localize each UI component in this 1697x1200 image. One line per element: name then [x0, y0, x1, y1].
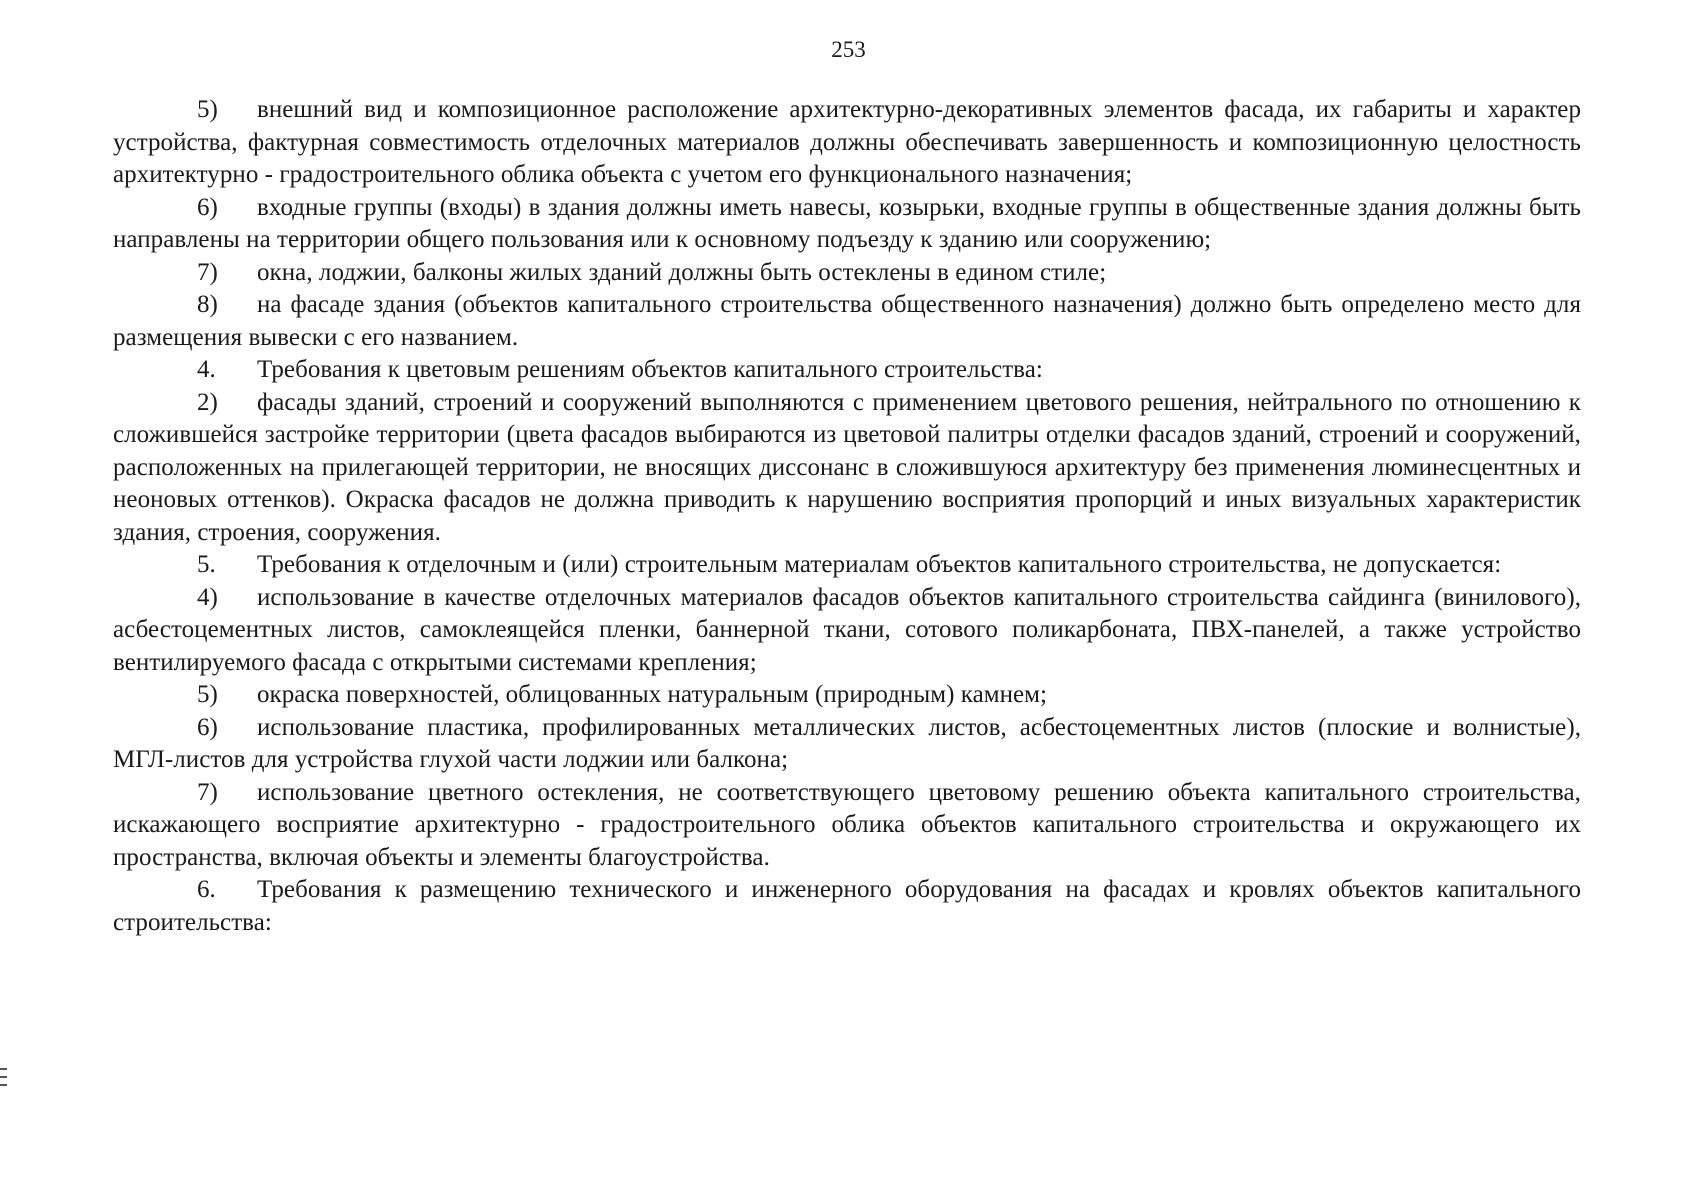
document-body — [113, 94, 1581, 939]
section-number: 5. — [197, 551, 216, 578]
paragraph-text: фасады зданий, строений и сооружений выполняются с применением цветового решения, нейтрального по отношению к сложившейся застройке территории (цвета фасадов выбираются из цветовой палитры отделки фасадов зданий, строений и сооружений, расположенных на прилегающей территории, не вносящих диссонанс в сложившуюся архитектуру без применения люминесцентных и неоновых оттенков). Окраска фасадов не должна приводить к нарушению восприятия пропорций и иных визуальных характеристик здания, строения, сооружения. — [113, 388, 1581, 546]
page-number: 253 — [831, 37, 866, 62]
paragraph-text: входные группы (входы) в здания должны иметь навесы, козырьки, входные группы в общественные здания должны быть направлены на территории общего пользования или к основному подъезду к зданию или сооружению; — [113, 193, 1581, 253]
section-heading — [113, 549, 1581, 582]
paragraph-text: использование в качестве отделочных материалов фасадов объектов капитального строительства сайдинга (винилового), асбестоцементных листов, самоклеящейся пленки, баннерной ткани, сотового поликарбоната, ПВХ-панелей, а также устройство вентилируемого фасада с открытыми системами крепления; — [113, 583, 1581, 676]
scan-mark — [0, 1068, 7, 1070]
paragraph — [113, 679, 1581, 712]
paragraph — [113, 192, 1581, 257]
paragraph-text: внешний вид и композиционное расположение архитектурно-декоративных элементов фасада, их габариты и характер устройства, фактурная совместимость отделочных материалов должны обеспечивать завершенность и композиционную целостность архитектурно - градостроительного облика объекта с учетом его функционального назначения; — [113, 96, 1581, 188]
section-heading-text: Требования к цветовым решениям объектов капитального строительства: — [257, 356, 1043, 383]
paragraph-text: окраска поверхностей, облицованных натуральным (природным) камнем; — [257, 681, 1048, 708]
item-number: 6) — [197, 193, 218, 221]
paragraph — [113, 94, 1581, 192]
item-number: 2) — [197, 388, 218, 416]
section-heading-text: Требования к отделочным и (или) строительным материалам объектов капитального строительства, не допускается: — [257, 551, 1502, 578]
item-number: 4) — [197, 583, 218, 611]
section-heading — [113, 874, 1581, 939]
item-number: 5) — [197, 96, 218, 123]
item-number: 8) — [197, 291, 218, 318]
paragraph — [113, 387, 1581, 550]
paragraph — [113, 289, 1581, 354]
section-heading-text: Требования к размещению технического и инженерного оборудования на фасадах и кровлях объектов капитального строительства: — [113, 876, 1581, 936]
paragraph — [113, 712, 1581, 777]
item-number: 7) — [197, 778, 218, 806]
section-number: 4. — [197, 356, 216, 383]
scan-margin-marks — [0, 1068, 8, 1092]
paragraph — [113, 582, 1581, 680]
section-heading — [113, 354, 1581, 387]
paragraph — [113, 257, 1581, 290]
paragraph-text: использование пластика, профилированных металлических листов, асбестоцементных листов (плоские и волнистые), МГЛ-листов для устройства глухой части лоджии или балкона; — [113, 713, 1581, 773]
item-number: 6) — [197, 713, 218, 741]
scan-mark — [0, 1084, 7, 1086]
item-number: 5) — [197, 681, 218, 708]
paragraph-text: использование цветного остекления, не соответствующего цветовому решению объекта капитального строительства, искажающего восприятие архитектурно - градостроительного облика объектов капитального строительства и окружающего их пространства, включая объекты и элементы благоустройства. — [113, 778, 1581, 871]
section-number: 6. — [197, 876, 216, 903]
paragraph-text: окна, лоджии, балконы жилых зданий должны быть остеклены в едином стиле; — [257, 258, 1107, 286]
paragraph-text: на фасаде здания (объектов капитального строительства общественного назначения) должно быть определено место для размещения вывески с его названием. — [113, 291, 1581, 351]
item-number: 7) — [197, 258, 218, 286]
scan-mark — [0, 1076, 7, 1078]
paragraph — [113, 777, 1581, 875]
